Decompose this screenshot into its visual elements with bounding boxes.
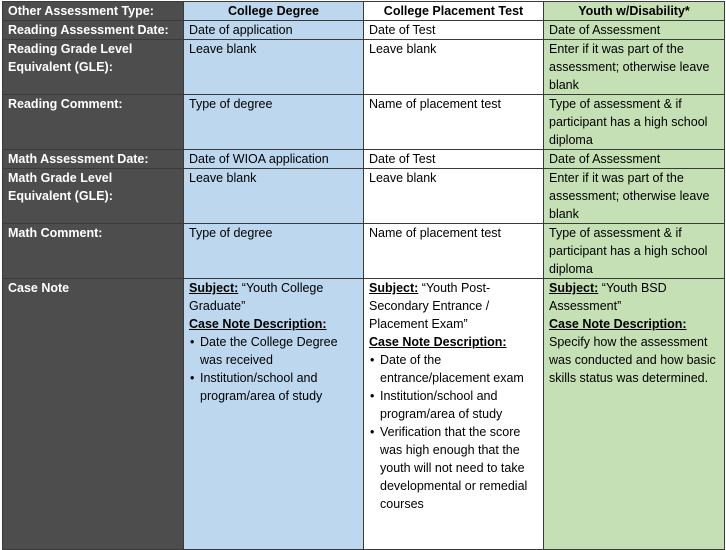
- row-label-math-date: Math Assessment Date:: [3, 150, 184, 169]
- case-note-subject: [369, 279, 538, 333]
- cell-disability-math-date: Date of Assessment: [544, 150, 725, 169]
- cell-disability-reading-date: Date of Assessment: [544, 21, 725, 40]
- cell-disability-reading-comment: Type of assessment & if participant has a high school diploma: [544, 95, 725, 150]
- header-row: [3, 2, 725, 21]
- row-label-reading-comment: Reading Comment:: [3, 95, 184, 150]
- cell-placement-reading-gle: Leave blank: [364, 40, 544, 95]
- list-item: • Institution/school and program/area of study: [380, 387, 538, 423]
- cell-placement-case-note: [364, 279, 544, 550]
- cell-disability-math-comment: Type of assessment & if participant has a high school diploma: [544, 224, 725, 279]
- header-assessment-type: Other Assessment Type:: [3, 2, 184, 21]
- cell-placement-reading-comment: Name of placement test: [364, 95, 544, 150]
- case-note-subject: [549, 279, 719, 315]
- table-row: [3, 279, 725, 550]
- list-item: • Institution/school and program/area of study: [200, 369, 358, 405]
- case-note-description-label: Case Note Description:: [189, 317, 327, 331]
- cell-college-reading-comment: Type of degree: [184, 95, 364, 150]
- subject-text: “Youth BSD Assessment”: [549, 281, 667, 313]
- case-note-bullet-list: [189, 333, 358, 405]
- subject-label: Subject:: [189, 281, 239, 295]
- cell-placement-math-comment: Name of placement test: [364, 224, 544, 279]
- cell-college-math-comment: Type of degree: [184, 224, 364, 279]
- list-item: • Date of the entrance/placement exam: [380, 351, 538, 387]
- cell-college-math-gle: Leave blank: [184, 169, 364, 224]
- row-label-math-gle: Math Grade Level Equivalent (GLE):: [3, 169, 184, 224]
- cell-placement-reading-date: Date of Test: [364, 21, 544, 40]
- subject-text: “Youth Post-Secondary Entrance / Placement Exam”: [369, 281, 491, 331]
- table-row: [3, 95, 725, 150]
- subject-text: “Youth College Graduate”: [189, 281, 324, 313]
- cell-college-case-note: [184, 279, 364, 550]
- cell-placement-math-gle: Leave blank: [364, 169, 544, 224]
- table-row: [3, 21, 725, 40]
- row-label-reading-date: Reading Assessment Date:: [3, 21, 184, 40]
- cell-placement-math-date: Date of Test: [364, 150, 544, 169]
- header-college-placement-test: College Placement Test: [364, 2, 544, 21]
- cell-college-reading-gle: Leave blank: [184, 40, 364, 95]
- row-label-math-comment: Math Comment:: [3, 224, 184, 279]
- case-note-bullet-list: [369, 351, 538, 513]
- header-college-degree: College Degree: [184, 2, 364, 21]
- case-note-subject: [189, 279, 358, 315]
- case-note-description-text: Specify how the assessment was conducted and how basic skills status was determined.: [549, 335, 716, 385]
- table-row: [3, 224, 725, 279]
- cell-disability-reading-gle: Enter if it was part of the assessment; otherwise leave blank: [544, 40, 725, 95]
- assessment-table: [2, 1, 725, 550]
- table-row: [3, 40, 725, 95]
- list-item: • Verification that the score was high enough that the youth will not need to take developmental or remedial courses: [380, 423, 538, 513]
- table-row: [3, 169, 725, 224]
- subject-label: Subject:: [549, 281, 599, 295]
- subject-label: Subject:: [369, 281, 419, 295]
- cell-college-reading-date: Date of application: [184, 21, 364, 40]
- header-youth-disability: Youth w/Disability*: [544, 2, 725, 21]
- table-row: [3, 150, 725, 169]
- cell-disability-math-gle: Enter if it was part of the assessment; otherwise leave blank: [544, 169, 725, 224]
- row-label-reading-gle: Reading Grade Level Equivalent (GLE):: [3, 40, 184, 95]
- cell-disability-case-note: [544, 279, 725, 550]
- list-item: • Date the College Degree was received: [200, 333, 358, 369]
- cell-college-math-date: Date of WIOA application: [184, 150, 364, 169]
- case-note-description-label: Case Note Description:: [369, 335, 507, 349]
- case-note-description-label: Case Note Description:: [549, 317, 687, 331]
- row-label-case-note: Case Note: [3, 279, 184, 550]
